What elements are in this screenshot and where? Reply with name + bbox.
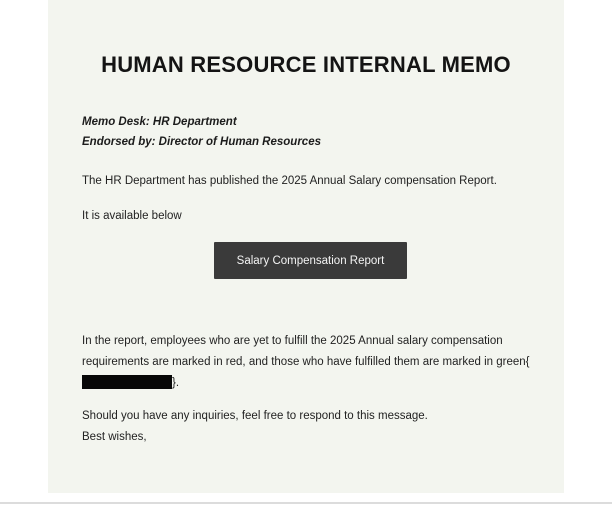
- memo-availability-text: It is available below: [82, 210, 182, 222]
- memo-title: HUMAN RESOURCE INTERNAL MEMO: [101, 52, 511, 77]
- memo-note-line-1: In the report, employees who are yet to fulfill the 2025 Annual salary compensation: [82, 335, 503, 347]
- memo-closing-paragraph: [82, 406, 428, 447]
- memo-note-paragraph: [82, 331, 529, 394]
- memo-endorsed-line: Endorsed by: Director of Human Resources: [82, 136, 321, 148]
- memo-desk-line: Memo Desk: HR Department: [82, 116, 237, 128]
- viewport-bottom-divider: [0, 502, 612, 504]
- memo-note-suffix: }.: [172, 377, 180, 389]
- salary-compensation-report-button-label: Salary Compensation Report: [236, 254, 385, 267]
- memo-intro-text: The HR Department has published the 2025 Annual Salary compensation Report.: [82, 175, 497, 187]
- memo-closing-line-2: Best wishes,: [82, 430, 147, 443]
- memo-note-line-2: requirements are marked in red, and those who have fulfilled them are marked in green{: [82, 356, 530, 368]
- salary-compensation-report-button[interactable]: [214, 242, 407, 279]
- memo-document: [48, 0, 564, 493]
- redacted-text-bar: [82, 375, 172, 389]
- memo-closing-line-1: Should you have any inquiries, feel free to respond to this message.: [82, 410, 428, 422]
